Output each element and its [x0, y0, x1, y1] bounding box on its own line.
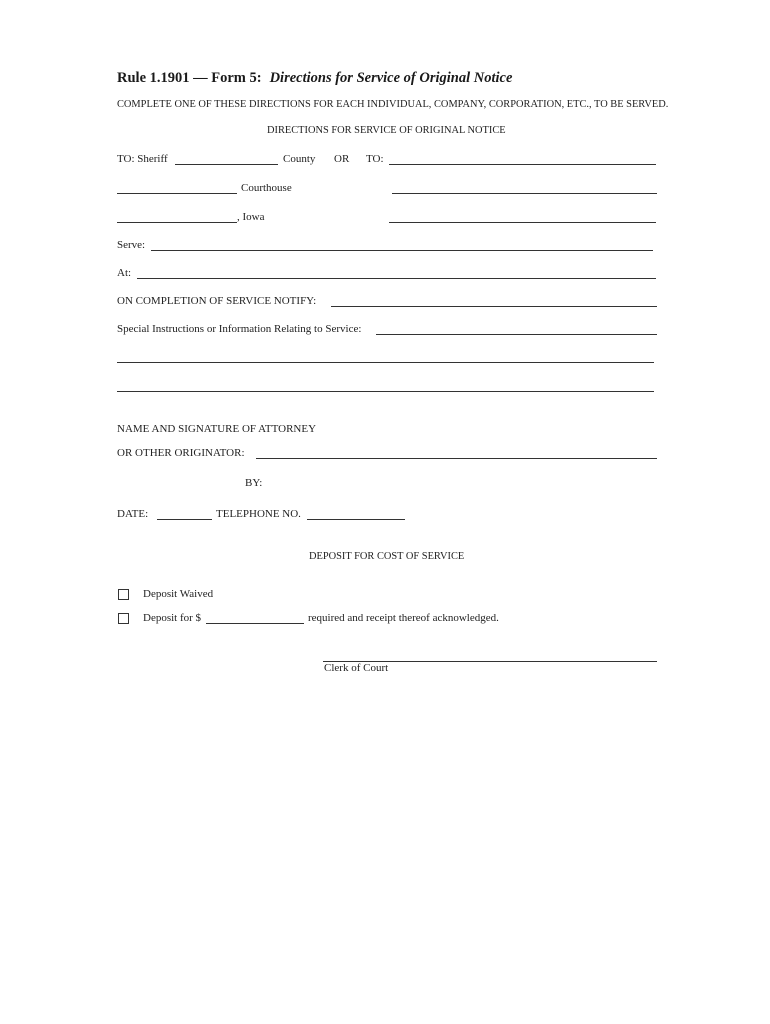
by-label: BY: — [245, 477, 263, 489]
date-field[interactable] — [157, 519, 212, 520]
courthouse-name-field[interactable] — [117, 193, 237, 194]
clerk-of-court-label: Clerk of Court — [324, 662, 389, 674]
form-instructions: COMPLETE ONE OF THESE DIRECTIONS FOR EACH INDIVIDUAL, COMPANY, CORPORATION, ETC., TO BE SERVED. — [117, 99, 669, 110]
or-label: OR — [334, 153, 350, 165]
deposit-waived-checkbox[interactable] — [118, 589, 129, 600]
form-title — [117, 70, 512, 87]
telephone-label: TELEPHONE NO. — [216, 508, 301, 520]
deposit-for-label: Deposit for $ — [143, 612, 202, 624]
attorney-label-line1: NAME AND SIGNATURE OF ATTORNEY — [117, 423, 317, 435]
form-title-name: Directions for Service of Original Notice — [269, 70, 513, 86]
to-alternate-field-1[interactable] — [389, 164, 656, 165]
serve-field[interactable] — [151, 250, 653, 251]
deposit-for-checkbox[interactable] — [118, 613, 129, 624]
city-field[interactable] — [117, 222, 237, 223]
special-instructions-field-2[interactable] — [117, 362, 654, 363]
to-sheriff-label: TO: Sheriff — [117, 153, 168, 165]
at-label: At: — [117, 267, 132, 279]
iowa-label: , Iowa — [237, 211, 265, 223]
courthouse-label: Courthouse — [241, 182, 292, 194]
deposit-amount-field[interactable] — [206, 623, 304, 624]
special-instructions-label: Special Instructions or Information Relating to Service: — [117, 323, 362, 335]
to-alternate-field-3[interactable] — [389, 222, 656, 223]
attorney-name-field[interactable] — [256, 458, 657, 459]
date-label: DATE: — [117, 508, 149, 520]
to-alternate-field-2[interactable] — [392, 193, 657, 194]
sheriff-county-field[interactable] — [175, 164, 278, 165]
deposit-waived-label: Deposit Waived — [143, 588, 214, 600]
telephone-field[interactable] — [307, 519, 405, 520]
at-field[interactable] — [137, 278, 656, 279]
notify-field[interactable] — [331, 306, 657, 307]
attorney-label-line2: OR OTHER ORIGINATOR: — [117, 447, 245, 459]
form-rule-number: Rule 1.1901 — Form 5: — [117, 70, 262, 86]
to-label: TO: — [366, 153, 384, 165]
special-instructions-field-3[interactable] — [117, 391, 654, 392]
deposit-heading: DEPOSIT FOR COST OF SERVICE — [309, 551, 465, 562]
special-instructions-field-1[interactable] — [376, 334, 657, 335]
deposit-required-label: required and receipt thereof acknowledged. — [308, 612, 499, 624]
notify-label: ON COMPLETION OF SERVICE NOTIFY: — [117, 295, 317, 307]
county-label: County — [283, 153, 316, 165]
serve-label: Serve: — [117, 239, 146, 251]
section-heading: DIRECTIONS FOR SERVICE OF ORIGINAL NOTICE — [267, 125, 506, 136]
